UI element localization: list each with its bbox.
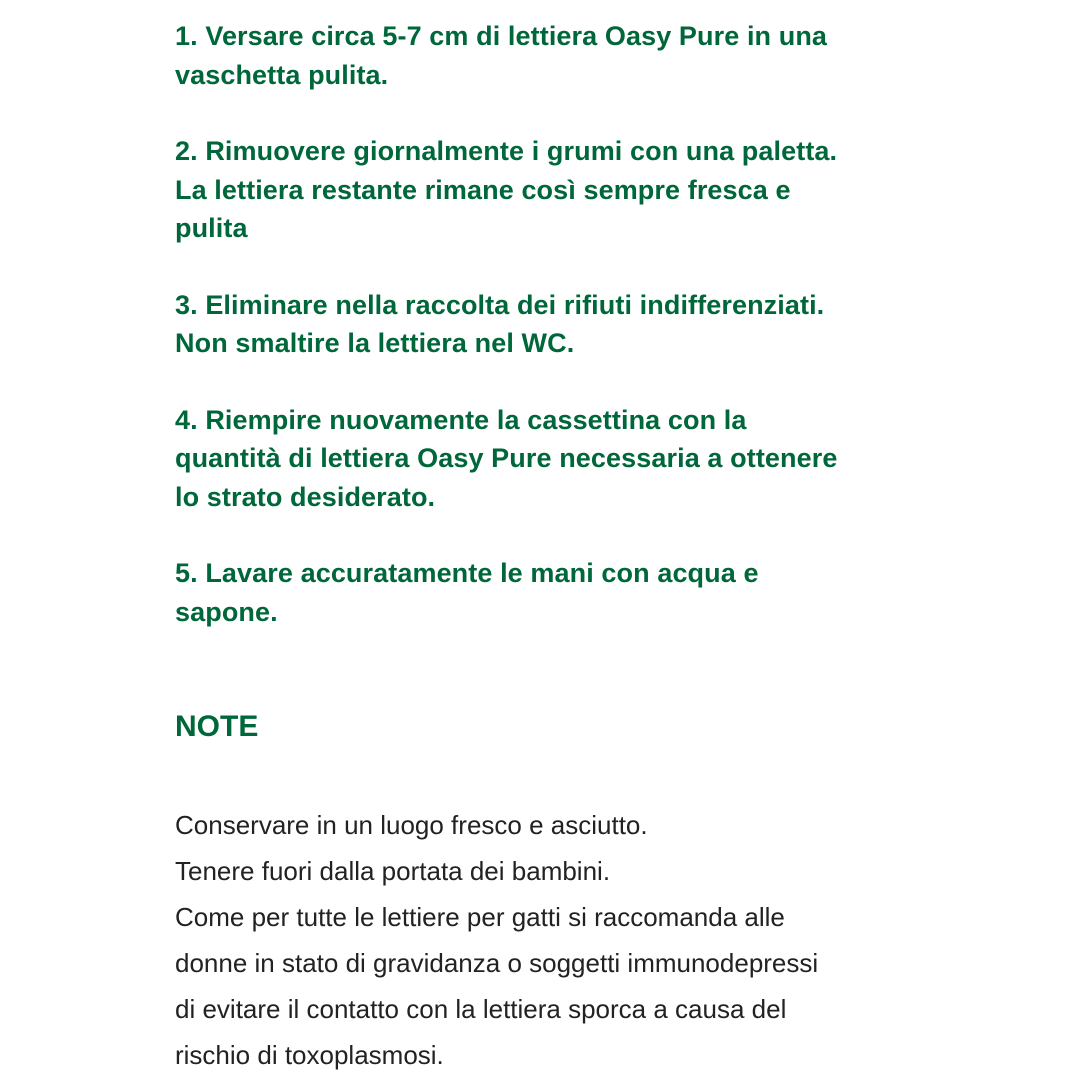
instruction-step-5: 5. Lavare accuratamente le mani con acqua e sapone.	[175, 558, 759, 627]
instructions-document	[175, 17, 935, 1070]
note-line-3: Come per tutte le lettiere per gatti si raccomanda alle	[175, 902, 785, 932]
note-line-6: rischio di toxoplasmosi.	[175, 1040, 444, 1070]
note-line-4: donne in stato di gravidanza o soggetti immunodepressi	[175, 948, 819, 978]
instruction-step-1: 1. Versare circa 5-7 cm di lettiera Oasy Pure in una vaschetta pulita.	[175, 21, 828, 90]
instruction-step-3: 3. Eliminare nella raccolta dei rifiuti indifferenziati. Non smaltire la lettiera nel WC.	[175, 289, 825, 358]
instruction-step-4: 4. Riempire nuovamente la cassettina con la quantità di lettiera Oasy Pure necessaria a ottenere lo strato desiderato.	[175, 404, 838, 512]
note-line-5: di evitare il contatto con la lettiera sporca a causa del	[175, 994, 787, 1024]
note-text	[175, 802, 818, 1078]
note-line-2: Tenere fuori dalla portata dei bambini.	[175, 856, 611, 886]
note-heading: NOTE	[175, 710, 259, 743]
note-line-1: Conservare in un luogo fresco e asciutto.	[175, 810, 648, 840]
instruction-steps	[175, 17, 935, 631]
instruction-step-2: 2. Rimuovere giornalmente i grumi con una paletta. La lettiera restante rimane così sempre fresca e pulita	[175, 136, 838, 243]
